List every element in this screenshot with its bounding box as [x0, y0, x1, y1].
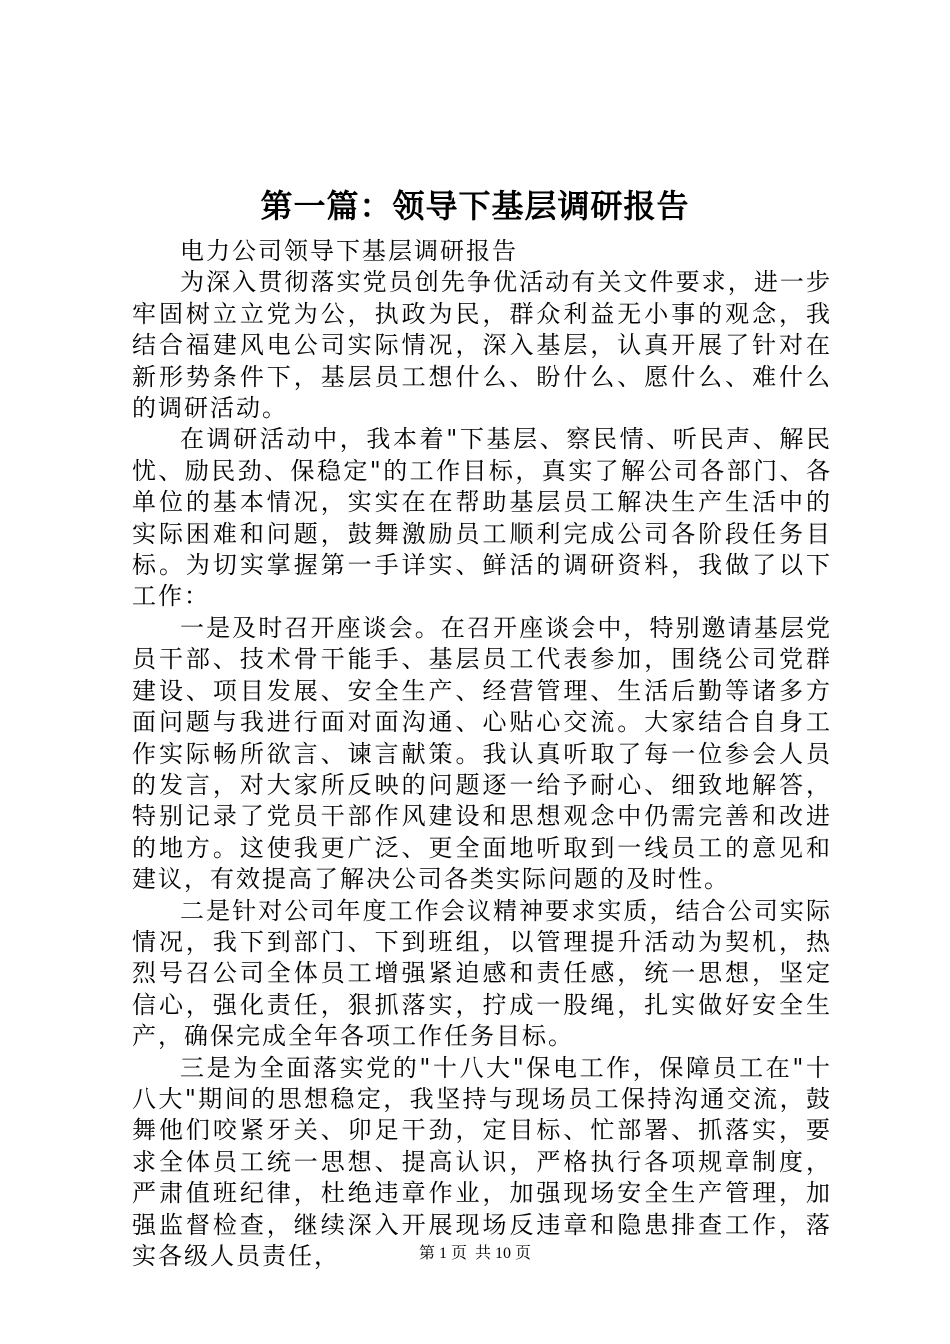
document-title: 第一篇：领导下基层调研报告: [260, 187, 690, 225]
page-footer: [0, 1243, 950, 1265]
paragraph-subtitle: 电力公司领导下基层调研报告: [180, 237, 518, 265]
paragraph-point-one: 一是及时召开座谈会。在召开座谈会中，特别邀请基层党员干部、技术骨干能手、基层员工代表参加，围绕公司党群建设、项目发展、安全生产、经营管理、生活后勤等诸多方面问题与我进行面对面沟通、心贴心交流。大家结合自身工作实际畅所欲言、谏言献策。我认真听取了每一位参会人员的发言，对大家所反映的问题逐一给予耐心、细致地解答，特别记录了党员干部作风建设和思想观念中仍需完善和改进的地方。这使我更广泛、更全面地听取到一线员工的意见和建议，有效提高了解决公司各类实际问题的及时性。: [132, 613, 832, 894]
paragraph-point-three: 三是为全面落实党的"十八大"保电工作，保障员工在"十八大"期间的思想稳定，我坚持与现场员工保持沟通交流，鼓舞他们咬紧牙关、卯足干劲，定目标、忙部署、抓落实，要求全体员工统一思想、提高认识，严格执行各项规章制度，严肃值班纪律，杜绝违章作业，加强现场安全生产管理，加强监督检查，继续深入开展现场反违章和隐患排查工作，落实各级人员责任，: [132, 1053, 832, 1270]
paragraph-point-two: 二是针对公司年度工作会议精神要求实质，结合公司实际情况，我下到部门、下到班组，以管理提升活动为契机，热烈号召公司全体员工增强紧迫感和责任感，统一思想，坚定信心，强化责任，狠抓落实，拧成一股绳，扎实做好安全生产，确保完成全年各项工作任务目标。: [132, 896, 832, 1051]
paragraph-intro: 为深入贯彻落实党员创先争优活动有关文件要求，进一步牢固树立立党为公，执政为民，群众利益无小事的观念，我结合福建风电公司实际情况，深入基层，认真开展了针对在新形势条件下，基层员工想什么、盼什么、愿什么、难什么的调研活动。: [132, 268, 832, 423]
document-body: [132, 236, 832, 1272]
paragraph-goals: 在调研活动中，我本着"下基层、察民情、听民声、解民忧、励民劲、保稳定"的工作目标，真实了解公司各部门、各单位的基本情况，实实在在帮助基层员工解决生产生活中的实际困难和问题，鼓舞激励员工顺利完成公司各阶段任务目标。为切实掌握第一手详实、鲜活的调研资料，我做了以下工作：: [132, 425, 832, 611]
page-number: 第 1 页 共 10 页: [418, 1245, 531, 1262]
